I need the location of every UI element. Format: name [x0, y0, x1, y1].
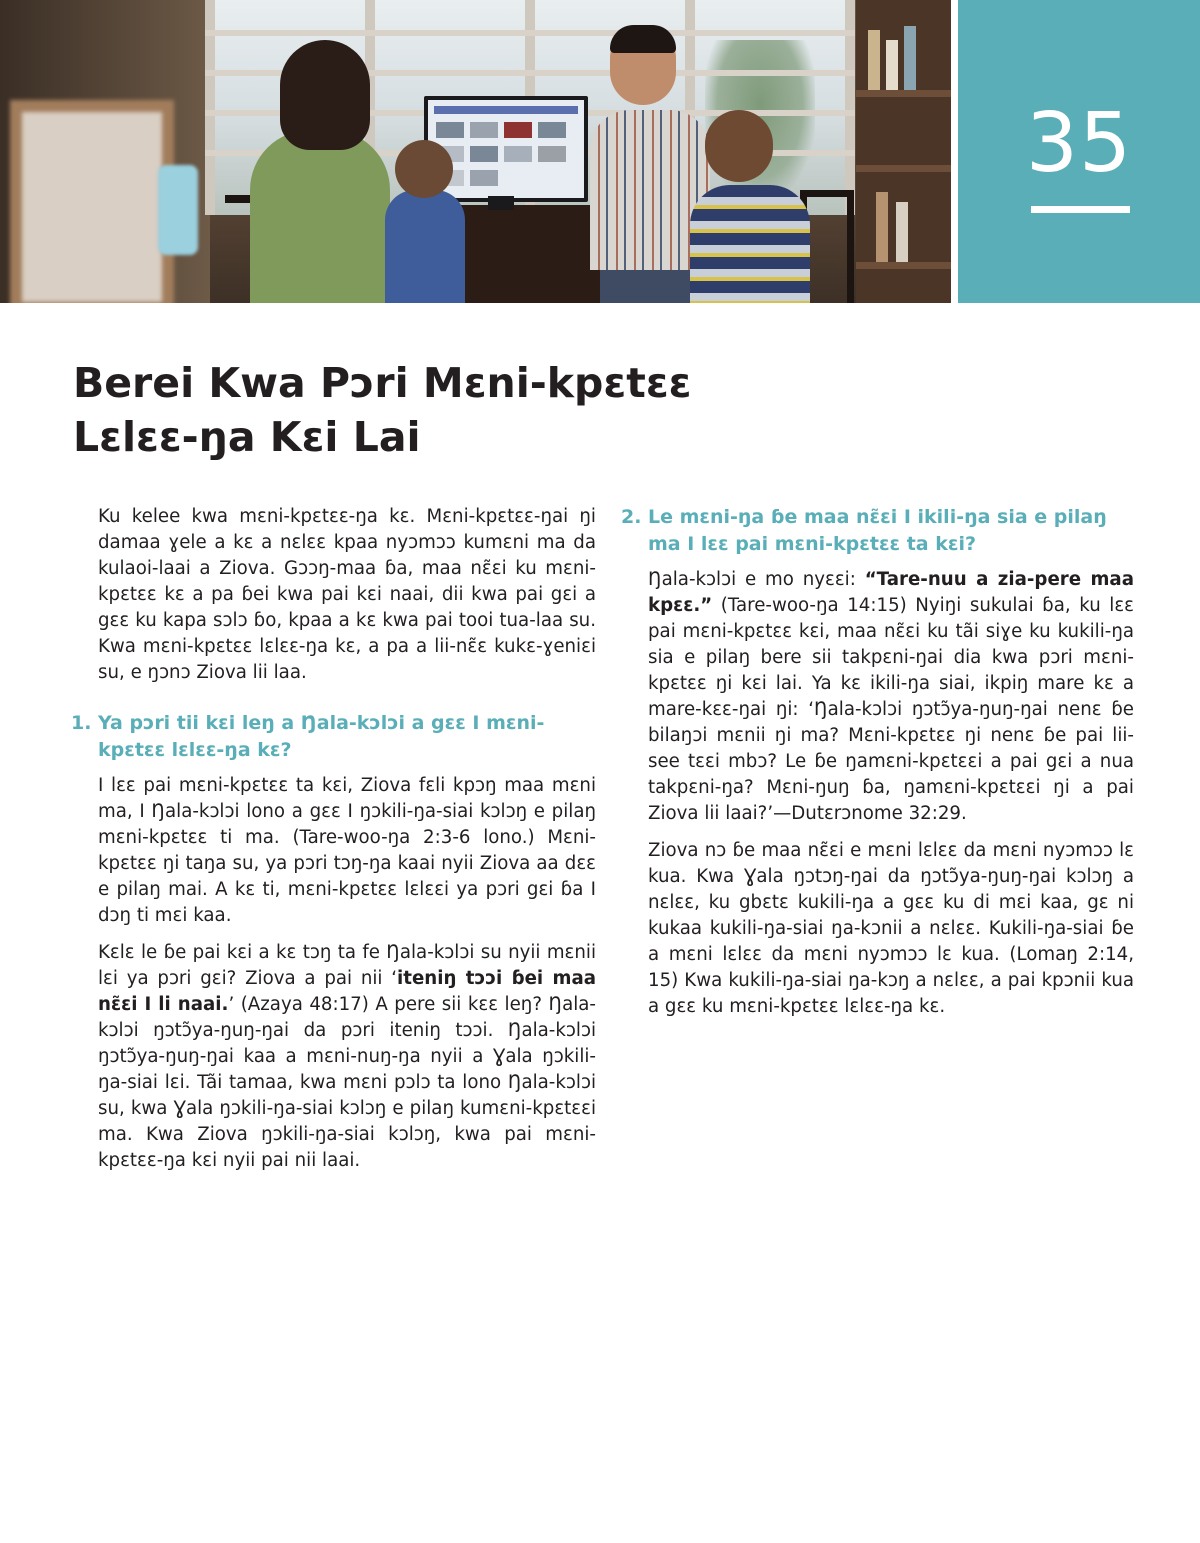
answer-2-paragraph-1-scripture-quote: “Tare-nuu a zia-pere maa kpɛɛ.”	[648, 569, 1134, 616]
lesson-number: 35	[1025, 96, 1133, 191]
question-1	[71, 710, 596, 764]
answer-1-paragraph-2-text-after: ’ (Azaya 48:17) A pere sii kɛɛ leŋ? Ŋala-kɔlɔi ŋɔtɔ̃ya-ŋuŋ-ŋai da pɔri iteniŋ tɔɔi. Ŋala-kɔlɔi ŋɔtɔ̃ya-ŋuŋ-ŋai kaa a mɛni-nuŋ-ŋa nyii a Ɣala ŋɔkili-ŋa-siai lɛi. Tãi tamaa, kwa mɛni pɔlɔ ta lono Ŋala-kɔlɔi su, kwa Ɣala ŋɔkili-ŋa-siai kɔlɔŋ e pilaŋ kumɛni-kpɛtɛɛi ma. Kwa Ziova ŋɔkili-ŋa-siai kɔlɔŋ, kwa pai mɛni-kpɛtɛɛ-ŋa kɛi nyii pai nii laai.	[98, 994, 596, 1171]
answer-2-paragraph-1-text-after: (Tare-woo-ŋa 14:15) Nyiŋi sukulai ɓa, ku lɛɛ pai mɛni-kpɛtɛɛ kɛi, maa nɛ̃ɛi ku tãi siɣe ku kukili-ŋa sia e pilaŋ bere sii takpɛni-ŋai dia kwa pɔri mɛni-kpɛtɛɛ ŋi kɛi lai. Ya kɛ ikili-ŋa siai, ikpiŋ mare kɛ a mare-kɛɛ-ŋai ŋi: ‘Ŋala-kɔlɔi ŋɔtɔ̃ya-ŋuŋ-ŋai nenɛ ɓe bilaŋɔi mɛnii ŋi ma? Mɛni-kpɛtɛɛ ŋi nenɛ ɓe pai lii-see tɛɛi mbɔ? Le ɓe ŋamɛni-kpɛtɛɛi a pai gɛi a nua takpɛni-ŋa? Mɛni-ŋuŋ ɓa, ŋamɛni-kpɛtɛɛi ŋi a pai Ziova lii laai?’—Dutɛrɔnome 32:29.	[648, 595, 1134, 824]
answer-1-paragraph-2-scripture-quote: iteniŋ tɔɔi ɓei maa nɛ̃ɛi I li naai.	[98, 968, 596, 1015]
lesson-number-underline	[1031, 206, 1130, 213]
answer-2-paragraph-1	[648, 567, 1134, 827]
answer-1-paragraph-2-text-before: Kɛlɛ le ɓe pai kɛi a kɛ tɔŋ ta fe Ŋala-kɔlɔi su nyii mɛnii lɛi ya pɔri gɛi? Ziova a pai nii ‘	[98, 942, 596, 989]
answer-2-paragraph-2-text: Ziova nɔ ɓe maa nɛ̃ɛi e mɛni lɛlɛɛ da mɛni nyɔmɔɔ lɛ kua. Kwa Ɣala ŋɔtɔŋ-ŋai da ŋɔtɔ̃ya-ŋuŋ-ŋai kɔlɔŋ a nɛlɛɛ, ku gbɛtɛ kukili-ŋa a gɛɛ ku di mɛi kaa, gɛ ni kukaa kukili-ŋa-siai ŋa-kɔnii a nɛlɛɛ. Kukili-ŋa-siai ɓe a mɛni lɛlɛɛ da mɛni nyɔmɔɔ lɛ kua. (Lomaŋ 2:14, 15) Kwa kukili-ŋa-siai ŋa-kɔŋ a nɛlɛɛ, a pai kpɔnii kua a gɛɛ ku mɛni-kpɛtɛɛ lɛlɛɛ-ŋa kɛ.	[648, 840, 1134, 1017]
answer-2-paragraph-2	[648, 838, 1134, 1020]
page-title-line-1: Berei Kwa Pɔri Mɛni-kpɛtɛɛ	[73, 359, 692, 407]
page-title-line-2: Lɛlɛɛ-ŋa Kɛi Lai	[73, 413, 421, 461]
intro-paragraph: Ku kelee kwa mɛni-kpɛtɛɛ-ŋa kɛ. Mɛni-kpɛtɛɛ-ŋai ŋi damaa ɣele a kɛ a nɛlɛɛ kpaa nyɔmɔɔ kumɛni ma da kulaoi-laai a Ziova. Gɔɔŋ-maa ɓa, maa nɛ̃ɛi ku mɛni-kpɛtɛɛ kɛ a pa ɓei kwa pai kɛi naai, dii kwa pai gɛi a gɛɛ ku kapa sɔlɔ ɓo, kpaa a kɛ kwa pai tooi tua-laa su. Kwa mɛni-kpɛtɛɛ lɛlɛɛ-ŋa kɛ, a pa a lii-nɛ̃ɛ kukɛ-ɣeniɛi su, e ŋɔnɔ Ziova lii laa.	[98, 506, 596, 683]
left-column	[71, 504, 596, 1185]
question-2-text: Le mɛni-ŋa ɓe maa nɛ̃ɛi I ikili-ŋa sia e pilaŋ ma I lɛɛ pai mɛni-kpɛtɛɛ ta kɛi?	[648, 506, 1107, 555]
question-2	[621, 504, 1134, 558]
right-column	[621, 504, 1134, 1031]
answer-2-paragraph-1-text-before: Ŋala-kɔlɔi e mo nyɛɛi:	[648, 569, 865, 590]
question-1-number: 1.	[71, 712, 92, 734]
lesson-number-box	[958, 0, 1200, 303]
answer-1-paragraph-1-text: I lɛɛ pai mɛni-kpɛtɛɛ ta kɛi, Ziova fɛli kpɔŋ maa mɛni ma, I Ŋala-kɔlɔi lono a gɛɛ I ŋɔkili-ŋa-siai kɔlɔŋ e pilaŋ mɛni-kpɛtɛɛ ti ma. (Tare-woo-ŋa 2:3-6 lono.) Mɛni-kpɛtɛɛ ŋi taŋa su, ya pɔri tɔŋ-ŋa kaai nyii Ziova aa dɛɛ e pilaŋ mai. A kɛ ti, mɛni-kpɛtɛɛ lɛlɛɛi ya pɔri gɛi ɓa I dɔŋ ti mɛi kaa.	[98, 775, 596, 926]
question-1-text: Ya pɔri tii kɛi leŋ a Ŋala-kɔlɔi a gɛɛ I mɛni-kpɛtɛɛ lɛlɛɛ-ŋa kɛ?	[98, 712, 545, 761]
page-title	[73, 356, 973, 464]
answer-1-paragraph-2	[98, 940, 596, 1174]
family-at-computer-photo	[0, 0, 951, 303]
question-2-number: 2.	[621, 506, 642, 528]
answer-1-paragraph-1	[98, 773, 596, 929]
